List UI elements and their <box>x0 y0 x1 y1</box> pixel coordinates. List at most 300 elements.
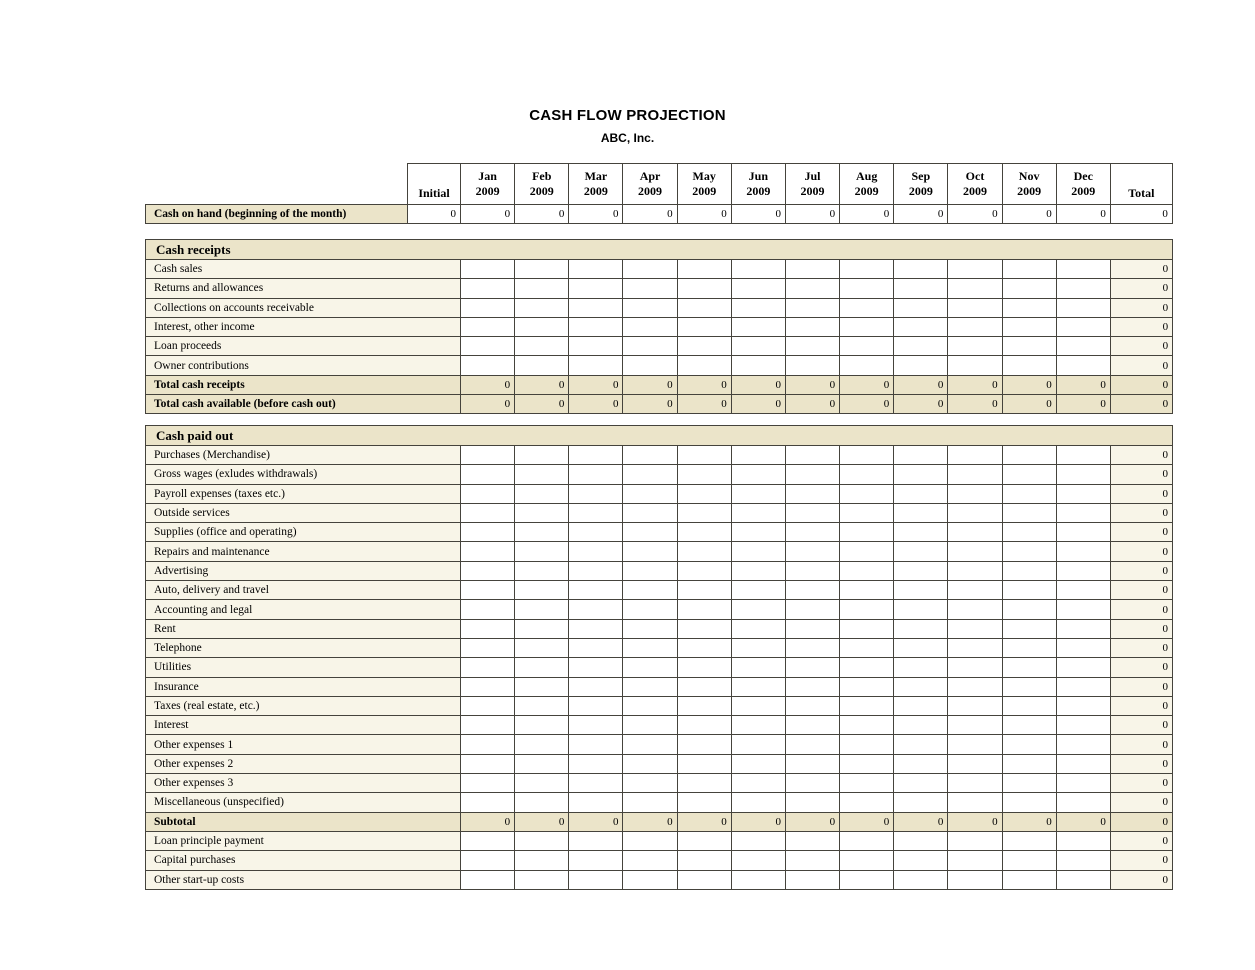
month-cell <box>731 774 785 793</box>
month-cell: 0 <box>731 205 785 224</box>
month-cell <box>569 754 623 773</box>
month-year-label: 2009 <box>692 184 717 198</box>
month-cell <box>894 831 948 850</box>
month-cell <box>1056 503 1110 522</box>
month-cell <box>461 298 515 317</box>
month-cell <box>840 542 894 561</box>
total-cell: 0 <box>1110 754 1172 773</box>
month-cell <box>840 523 894 542</box>
month-cell <box>515 716 569 735</box>
month-cell <box>569 542 623 561</box>
month-cell <box>894 356 948 375</box>
column-header-month <box>840 164 894 205</box>
month-cell <box>623 356 677 375</box>
total-cell: 0 <box>1110 446 1172 465</box>
table-row <box>146 298 1173 317</box>
month-cell <box>461 638 515 657</box>
month-cell <box>731 831 785 850</box>
month-cell <box>569 619 623 638</box>
month-cell <box>840 851 894 870</box>
month-cell <box>515 581 569 600</box>
month-cell: 0 <box>569 812 623 831</box>
month-cell: 0 <box>677 205 731 224</box>
month-name-label: Dec <box>1073 169 1093 183</box>
row-label: Subtotal <box>146 812 461 831</box>
month-cell <box>623 638 677 657</box>
month-cell <box>785 484 839 503</box>
month-cell <box>948 793 1002 812</box>
month-cell <box>623 561 677 580</box>
month-cell: 0 <box>731 812 785 831</box>
month-year-label: 2009 <box>800 184 825 198</box>
month-cell <box>1002 337 1056 356</box>
month-cell <box>677 793 731 812</box>
month-cell <box>1002 851 1056 870</box>
month-cell <box>623 870 677 889</box>
month-cell <box>840 870 894 889</box>
month-cell <box>785 317 839 336</box>
month-cell <box>461 851 515 870</box>
month-cell: 0 <box>1056 812 1110 831</box>
row-label: Cash on hand (beginning of the month) <box>146 205 408 224</box>
month-cell: 0 <box>840 375 894 394</box>
month-cell <box>840 600 894 619</box>
month-cell <box>677 696 731 715</box>
month-cell <box>623 754 677 773</box>
row-label: Supplies (office and operating) <box>146 523 461 542</box>
month-cell <box>1056 774 1110 793</box>
row-label: Telephone <box>146 638 461 657</box>
month-cell: 0 <box>461 395 515 414</box>
month-cell <box>623 658 677 677</box>
month-cell <box>515 446 569 465</box>
row-label: Collections on accounts receivable <box>146 298 461 317</box>
month-cell <box>1056 260 1110 279</box>
month-cell: 0 <box>948 375 1002 394</box>
month-cell <box>894 716 948 735</box>
month-cell <box>515 696 569 715</box>
table-row <box>146 260 1173 279</box>
month-cell <box>840 619 894 638</box>
month-cell <box>840 484 894 503</box>
month-cell <box>1056 600 1110 619</box>
month-cell <box>1056 793 1110 812</box>
month-cell <box>894 484 948 503</box>
month-cell <box>948 638 1002 657</box>
section-title: Cash receipts <box>146 240 1173 260</box>
month-cell: 0 <box>785 205 839 224</box>
month-cell <box>677 735 731 754</box>
company-name: ABC, Inc. <box>600 131 655 145</box>
section-header-row <box>146 240 1173 260</box>
month-cell: 0 <box>894 375 948 394</box>
month-cell <box>785 793 839 812</box>
month-cell <box>569 484 623 503</box>
month-cell <box>840 696 894 715</box>
month-cell <box>461 774 515 793</box>
month-cell <box>569 356 623 375</box>
month-cell <box>840 716 894 735</box>
month-cell <box>515 356 569 375</box>
month-cell <box>515 774 569 793</box>
month-cell <box>948 619 1002 638</box>
month-cell <box>461 870 515 889</box>
month-name-label: Apr <box>639 169 661 183</box>
month-cell <box>569 298 623 317</box>
month-cell <box>1002 658 1056 677</box>
month-cell <box>731 317 785 336</box>
total-cell: 0 <box>1110 375 1172 394</box>
month-cell <box>677 337 731 356</box>
column-header-month <box>623 164 677 205</box>
table-row <box>146 503 1173 522</box>
month-cell <box>623 317 677 336</box>
month-year-label: 2009 <box>475 184 500 198</box>
row-label: Outside services <box>146 503 461 522</box>
table-row <box>146 658 1173 677</box>
month-cell <box>840 446 894 465</box>
month-cell: 0 <box>948 395 1002 414</box>
month-cell <box>731 851 785 870</box>
month-cell <box>948 600 1002 619</box>
month-cell: 0 <box>677 375 731 394</box>
month-cell: 0 <box>623 205 677 224</box>
total-cell: 0 <box>1110 205 1172 224</box>
month-cell <box>515 870 569 889</box>
month-cell <box>948 503 1002 522</box>
month-cell <box>1002 793 1056 812</box>
month-cell <box>623 851 677 870</box>
month-cell <box>461 561 515 580</box>
column-header-month <box>461 164 515 205</box>
month-cell <box>461 619 515 638</box>
month-cell <box>731 260 785 279</box>
month-cell <box>731 696 785 715</box>
month-cell <box>1002 619 1056 638</box>
month-cell <box>677 658 731 677</box>
month-cell <box>515 337 569 356</box>
month-cell <box>785 851 839 870</box>
month-cell <box>731 619 785 638</box>
month-cell <box>677 279 731 298</box>
month-cell <box>894 503 948 522</box>
column-header-month <box>948 164 1002 205</box>
month-cell <box>1002 446 1056 465</box>
row-label: Loan principle payment <box>146 831 461 850</box>
month-cell <box>569 503 623 522</box>
month-cell: 0 <box>623 395 677 414</box>
month-cell <box>785 638 839 657</box>
table-row <box>146 638 1173 657</box>
month-cell <box>948 279 1002 298</box>
table-row <box>146 619 1173 638</box>
month-cell <box>569 279 623 298</box>
month-cell: 0 <box>1056 205 1110 224</box>
month-cell <box>461 484 515 503</box>
month-cell <box>840 638 894 657</box>
month-cell <box>461 677 515 696</box>
month-cell <box>894 754 948 773</box>
month-cell <box>785 561 839 580</box>
month-cell <box>569 774 623 793</box>
total-cell: 0 <box>1110 658 1172 677</box>
month-cell <box>948 658 1002 677</box>
month-cell <box>515 638 569 657</box>
month-cell: 0 <box>677 812 731 831</box>
month-cell <box>1002 870 1056 889</box>
month-cell <box>1002 523 1056 542</box>
month-cell <box>623 484 677 503</box>
month-year-label: 2009 <box>1017 184 1042 198</box>
table-row <box>146 735 1173 754</box>
month-cell: 0 <box>1056 375 1110 394</box>
row-label: Purchases (Merchandise) <box>146 446 461 465</box>
month-cell <box>461 279 515 298</box>
month-cell <box>894 600 948 619</box>
month-cell <box>623 542 677 561</box>
month-cell <box>623 696 677 715</box>
month-cell <box>894 619 948 638</box>
month-cell <box>1002 465 1056 484</box>
row-label: Other expenses 2 <box>146 754 461 773</box>
header-spacer <box>146 164 408 205</box>
total-cell: 0 <box>1110 317 1172 336</box>
month-year-label: 2009 <box>638 184 663 198</box>
month-cell <box>785 446 839 465</box>
month-cell <box>731 465 785 484</box>
month-cell <box>1056 581 1110 600</box>
total-cell: 0 <box>1110 696 1172 715</box>
total-cell: 0 <box>1110 484 1172 503</box>
total-cell: 0 <box>1110 561 1172 580</box>
month-cell <box>948 716 1002 735</box>
month-name-label: Jun <box>748 169 769 183</box>
month-cell <box>461 735 515 754</box>
summary-row <box>146 395 1173 414</box>
month-cell <box>840 793 894 812</box>
month-cell <box>569 638 623 657</box>
month-cell <box>1002 716 1056 735</box>
month-cell <box>515 484 569 503</box>
summary-row <box>146 375 1173 394</box>
initial-cell: 0 <box>408 205 461 224</box>
month-cell <box>677 600 731 619</box>
month-cell <box>1056 279 1110 298</box>
month-name-label: Nov <box>1018 169 1040 183</box>
month-cell: 0 <box>785 375 839 394</box>
month-cell <box>894 735 948 754</box>
month-cell <box>515 260 569 279</box>
column-header-month <box>1002 164 1056 205</box>
month-cell <box>785 356 839 375</box>
month-cell <box>569 600 623 619</box>
table-row <box>146 774 1173 793</box>
row-label: Insurance <box>146 677 461 696</box>
month-cell <box>894 696 948 715</box>
month-cell <box>731 279 785 298</box>
total-cell: 0 <box>1110 465 1172 484</box>
month-cell <box>948 677 1002 696</box>
column-header-month <box>569 164 623 205</box>
month-cell <box>1002 356 1056 375</box>
month-cell <box>515 658 569 677</box>
column-header-month <box>894 164 948 205</box>
month-cell <box>623 677 677 696</box>
month-cell <box>785 619 839 638</box>
row-label: Accounting and legal <box>146 600 461 619</box>
month-cell <box>1056 831 1110 850</box>
total-cell: 0 <box>1110 600 1172 619</box>
table-row <box>146 831 1173 850</box>
month-cell <box>1002 484 1056 503</box>
month-cell <box>894 561 948 580</box>
month-cell <box>894 298 948 317</box>
month-cell <box>677 561 731 580</box>
month-cell <box>948 356 1002 375</box>
month-cell <box>731 337 785 356</box>
row-label: Rent <box>146 619 461 638</box>
month-cell <box>677 581 731 600</box>
month-cell <box>948 774 1002 793</box>
month-cell <box>840 677 894 696</box>
month-cell <box>623 600 677 619</box>
month-cell <box>1056 851 1110 870</box>
month-cell <box>1056 337 1110 356</box>
month-cell: 0 <box>731 375 785 394</box>
total-cell: 0 <box>1110 298 1172 317</box>
month-cell <box>894 279 948 298</box>
month-cell <box>731 754 785 773</box>
month-cell <box>569 658 623 677</box>
month-cell <box>461 658 515 677</box>
table-row <box>146 581 1173 600</box>
total-cell: 0 <box>1110 638 1172 657</box>
row-label: Taxes (real estate, etc.) <box>146 696 461 715</box>
month-cell <box>948 260 1002 279</box>
month-cell <box>461 793 515 812</box>
table-row <box>146 870 1173 889</box>
month-cell <box>461 600 515 619</box>
month-cell <box>1056 619 1110 638</box>
table-row <box>146 279 1173 298</box>
month-cell <box>1056 696 1110 715</box>
month-cell <box>677 754 731 773</box>
month-cell <box>515 754 569 773</box>
month-cell <box>731 298 785 317</box>
row-label: Interest <box>146 716 461 735</box>
month-cell <box>948 831 1002 850</box>
total-cell: 0 <box>1110 279 1172 298</box>
month-cell <box>677 619 731 638</box>
month-cell <box>731 523 785 542</box>
month-cell <box>1056 561 1110 580</box>
row-label: Miscellaneous (unspecified) <box>146 793 461 812</box>
month-cell <box>461 356 515 375</box>
table-row <box>146 356 1173 375</box>
month-cell <box>461 523 515 542</box>
month-cell <box>569 581 623 600</box>
column-header-initial: Initial <box>408 164 461 205</box>
month-cell <box>1002 260 1056 279</box>
total-cell: 0 <box>1110 716 1172 735</box>
month-cell <box>948 446 1002 465</box>
row-label: Owner contributions <box>146 356 461 375</box>
month-cell <box>623 523 677 542</box>
month-cell <box>840 337 894 356</box>
month-cell <box>731 870 785 889</box>
month-cell <box>677 503 731 522</box>
month-cell <box>894 542 948 561</box>
month-cell <box>840 356 894 375</box>
month-cell <box>623 260 677 279</box>
month-name-label: May <box>692 169 716 183</box>
month-cell <box>677 356 731 375</box>
month-cell <box>894 581 948 600</box>
month-cell <box>515 561 569 580</box>
month-cell: 0 <box>785 812 839 831</box>
month-cell <box>515 298 569 317</box>
month-cell <box>569 561 623 580</box>
month-name-label: Mar <box>584 169 608 183</box>
month-cell <box>623 716 677 735</box>
month-cell <box>948 337 1002 356</box>
row-label: Total cash receipts <box>146 375 461 394</box>
month-cell: 0 <box>1002 395 1056 414</box>
month-cell <box>731 638 785 657</box>
table-row <box>146 716 1173 735</box>
month-cell <box>894 446 948 465</box>
month-cell <box>677 523 731 542</box>
month-cell <box>1056 523 1110 542</box>
cash-receipts-table <box>145 239 1173 414</box>
month-cell <box>785 503 839 522</box>
month-cell <box>461 503 515 522</box>
month-cell <box>1056 658 1110 677</box>
month-cell <box>461 465 515 484</box>
month-cell <box>569 465 623 484</box>
month-cell: 0 <box>840 812 894 831</box>
month-cell <box>731 658 785 677</box>
month-cell <box>894 260 948 279</box>
month-cell <box>785 600 839 619</box>
month-year-label: 2009 <box>746 184 771 198</box>
month-cell <box>731 446 785 465</box>
total-cell: 0 <box>1110 503 1172 522</box>
month-cell <box>840 831 894 850</box>
table-row <box>146 696 1173 715</box>
table-row <box>146 542 1173 561</box>
month-cell <box>461 754 515 773</box>
month-cell <box>515 793 569 812</box>
month-cell <box>461 716 515 735</box>
month-cell <box>785 542 839 561</box>
month-cell <box>623 619 677 638</box>
table-row <box>146 851 1173 870</box>
month-cell <box>785 831 839 850</box>
row-label: Cash sales <box>146 260 461 279</box>
row-label: Other start-up costs <box>146 870 461 889</box>
month-cell <box>785 279 839 298</box>
month-cell: 0 <box>569 395 623 414</box>
month-cell <box>1056 677 1110 696</box>
month-cell: 0 <box>1002 375 1056 394</box>
month-cell <box>677 542 731 561</box>
month-cell <box>515 279 569 298</box>
month-cell <box>461 317 515 336</box>
month-cell <box>731 677 785 696</box>
column-header-total: Total <box>1110 164 1172 205</box>
month-cell <box>840 279 894 298</box>
